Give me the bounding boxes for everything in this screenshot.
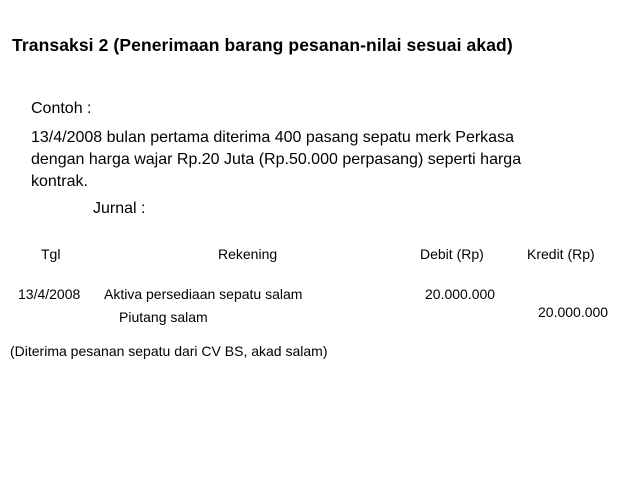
entry-credit-amount: 20.000.000 xyxy=(538,304,609,320)
header-date: Tgl xyxy=(41,246,61,262)
entry-credit-account: Piutang salam xyxy=(119,309,208,325)
journal-label: Jurnal : xyxy=(93,200,146,217)
example-line-3: kontrak. xyxy=(31,173,88,190)
entry-date: 13/4/2008 xyxy=(18,286,81,302)
header-credit: Kredit (Rp) xyxy=(527,246,595,262)
header-debit: Debit (Rp) xyxy=(420,246,484,262)
journal-note: (Diterima pesanan sepatu dari CV BS, akad salam) xyxy=(10,343,328,359)
header-account: Rekening xyxy=(218,246,278,262)
example-line-1: 13/4/2008 bulan pertama diterima 400 pasang sepatu merk Perkasa xyxy=(31,129,514,146)
example-label: Contoh : xyxy=(31,100,92,117)
slide-title: Transaksi 2 (Penerimaan barang pesanan-nilai sesuai akad) xyxy=(12,35,513,55)
entry-debit-account: Aktiva persediaan sepatu salam xyxy=(104,286,303,302)
entry-debit-amount: 20.000.000 xyxy=(425,286,496,302)
example-line-2: dengan harga wajar Rp.20 Juta (Rp.50.000 perpasang) seperti harga xyxy=(31,151,522,168)
